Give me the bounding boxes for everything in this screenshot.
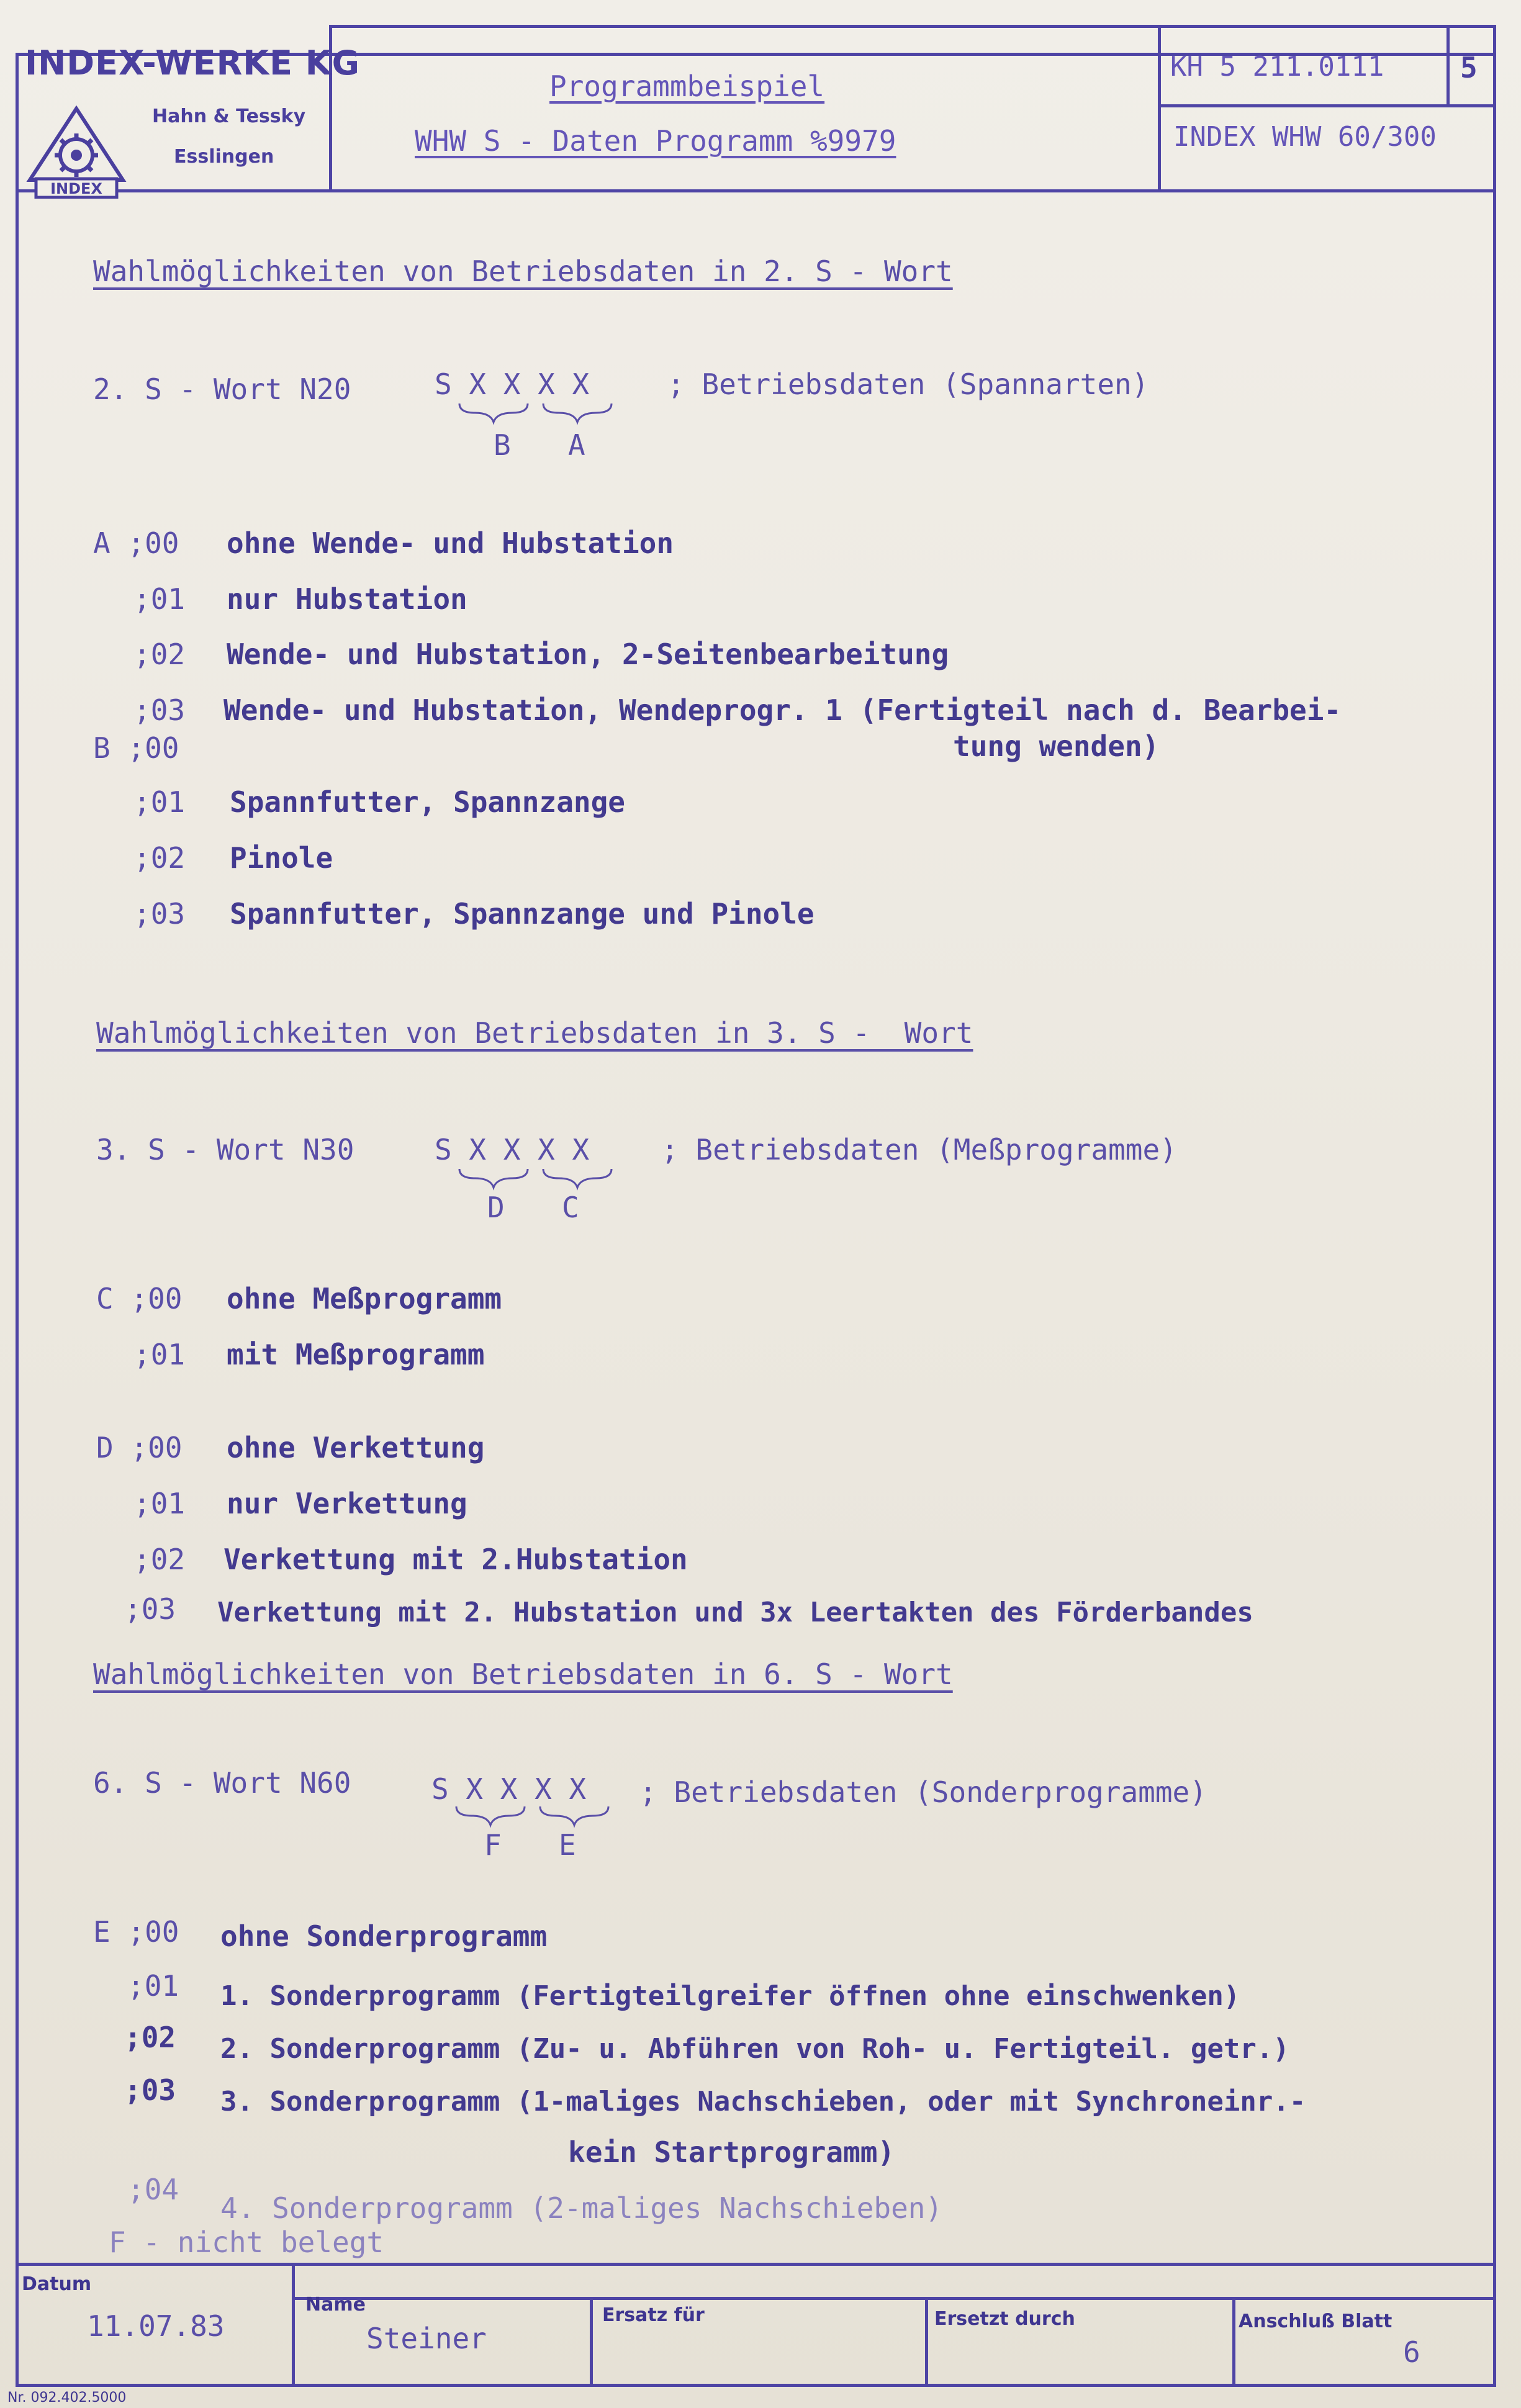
section2-item-text: Spannfutter, Spannzange: [230, 785, 625, 819]
section3-item-key: D ;00: [96, 1431, 183, 1464]
section6-item-key: ;02: [124, 2021, 176, 2054]
date-label: Datum: [22, 2273, 92, 2295]
next-sheet-value: 6: [1403, 2335, 1420, 2369]
section2-item-key: ;03: [133, 693, 186, 727]
section6-item-text: 2. Sonderprogramm (Zu- u. Abführen von Roh- u. Fertigteil. getr.): [220, 2033, 1289, 2065]
document-title: Programmbeispiel: [549, 70, 825, 103]
section3-item-text: ohne Verkettung: [227, 1431, 485, 1464]
section2-item-text: tung wenden): [953, 729, 1160, 763]
section6-item-key: ;04: [127, 2173, 179, 2206]
footer-top-rule: [16, 2263, 1496, 2266]
section2-item-text: Spannfutter, Spannzange und Pinole: [230, 897, 815, 931]
section3-item-text: nur Verkettung: [227, 1487, 467, 1520]
section6-item-text: 3. Sonderprogramm (1-maliges Nachschieben, oder mit Synchroneinr.-: [220, 2086, 1306, 2117]
docno-rule: [1158, 104, 1496, 107]
section2-group-left: B: [494, 428, 511, 462]
section3-item-key: ;01: [133, 1338, 186, 1371]
section2-item-key: ;02: [133, 638, 186, 671]
section2-item-text: ohne Wende- und Hubstation: [227, 526, 674, 560]
section6-item-text: ohne Sonderprogramm: [220, 1919, 548, 1953]
section2-pattern: S X X X X: [435, 368, 590, 401]
section2-item-text: nur Hubstation: [227, 582, 467, 616]
document-subtitle: WHW S - Daten Programm %9979: [415, 124, 896, 158]
date-value: 11.07.83: [87, 2309, 225, 2343]
section6-item-key: ;01: [127, 1969, 179, 2003]
section2-item-text: Wende- und Hubstation, Wendeprogr. 1 (Fertigteil nach d. Bearbei-: [223, 693, 1342, 727]
section2-item-key: ;01: [133, 582, 186, 616]
section3-pattern: S X X X X: [435, 1133, 590, 1166]
section2-item-text: Pinole: [230, 841, 333, 875]
header-top-rule: [329, 25, 1496, 28]
section2-item-key: ;01: [133, 785, 186, 819]
section6-item-text: 1. Sonderprogramm (Fertigteilgreifer öffnen ohne einschwenken): [220, 1980, 1240, 2012]
section6-item-key: ;03: [124, 2073, 176, 2107]
footer-divider: [1232, 2297, 1235, 2387]
document-number: KH 5 211.0111: [1170, 51, 1384, 83]
footer-divider: [925, 2297, 928, 2387]
sheet-number-divider: [1447, 25, 1450, 106]
header-right-edge: [1493, 25, 1496, 192]
footer-divider: [590, 2297, 593, 2387]
next-sheet-label: Anschluß Blatt: [1239, 2311, 1392, 2332]
section3-item-key: C ;00: [96, 1282, 183, 1315]
section2-item-key: A ;00: [93, 526, 179, 560]
section2-item-key: ;03: [133, 897, 186, 931]
section3-item-key: ;01: [133, 1487, 186, 1520]
section2-word-label: 2. S - Wort N20: [93, 372, 351, 406]
replaced-by-label: Ersetzt durch: [934, 2308, 1075, 2330]
section3-item-text: Verkettung mit 2. Hubstation und 3x Leertakten des Förderbandes: [217, 1597, 1253, 1628]
section6-item-key: E ;00: [93, 1915, 179, 1949]
section6-item-text-continued: kein Startprogramm): [568, 2135, 895, 2169]
section6-word-label: 6. S - Wort N60: [93, 1766, 351, 1800]
section2-heading: Wahlmöglichkeiten von Betriebsdaten in 2. S - Wort: [93, 255, 953, 288]
section2-item-text: Wende- und Hubstation, 2-Seitenbearbeitung: [227, 638, 949, 671]
section3-item-text: Verkettung mit 2.Hubstation: [223, 1543, 688, 1576]
company-owner: Hahn & Tessky: [152, 106, 306, 127]
logo-text: INDEX: [50, 180, 102, 197]
form-number: Nr. 092.402.5000: [7, 2390, 127, 2406]
section2-item-key: B ;00: [93, 731, 179, 765]
section6-note: F - nicht belegt: [109, 2225, 384, 2259]
section3-heading: Wahlmöglichkeiten von Betriebsdaten in 3. S - Wort: [96, 1016, 973, 1050]
section2-brace: [456, 400, 618, 425]
machine-name: INDEX WHW 60/300: [1173, 121, 1437, 153]
name-value: Steiner: [366, 2322, 487, 2355]
index-logo: [24, 106, 129, 199]
name-label: Name: [305, 2294, 366, 2316]
section6-group-left: F: [484, 1828, 502, 1862]
replaces-label: Ersatz für: [602, 2304, 705, 2326]
company-name: INDEX-WERKE KG: [25, 43, 360, 83]
section3-item-key: ;03: [124, 1592, 176, 1626]
header-bottom-rule: [16, 189, 1496, 192]
section3-item-text: ohne Meßprogramm: [227, 1282, 502, 1315]
sheet-number: 5: [1460, 51, 1478, 84]
section3-description: ; Betriebsdaten (Meßprogramme): [661, 1133, 1177, 1166]
section3-group-right: C: [562, 1191, 579, 1224]
section2-description: ; Betriebsdaten (Spannarten): [667, 368, 1149, 401]
section3-brace: [456, 1166, 618, 1191]
section6-item-text: 4. Sonderprogramm (2-maliges Nachschieben): [220, 2191, 943, 2225]
section3-item-text: mit Meßprogramm: [227, 1338, 485, 1371]
header-divider-right: [1158, 25, 1161, 192]
section3-word-label: 3. S - Wort N30: [96, 1133, 354, 1166]
section6-description: ; Betriebsdaten (Sonderprogramme): [639, 1775, 1207, 1809]
section3-item-key: ;02: [133, 1543, 186, 1576]
section6-pattern: S X X X X: [431, 1772, 587, 1806]
section6-heading: Wahlmöglichkeiten von Betriebsdaten in 6. S - Wort: [93, 1657, 953, 1691]
section2-item-key: ;02: [133, 841, 186, 875]
footer-divider: [292, 2263, 295, 2387]
section6-brace: [453, 1803, 615, 1828]
company-city: Esslingen: [174, 146, 274, 168]
footer-inner-rule: [292, 2297, 1496, 2300]
section6-group-right: E: [559, 1828, 576, 1862]
section3-group-left: D: [487, 1191, 505, 1224]
section2-group-right: A: [568, 428, 585, 462]
